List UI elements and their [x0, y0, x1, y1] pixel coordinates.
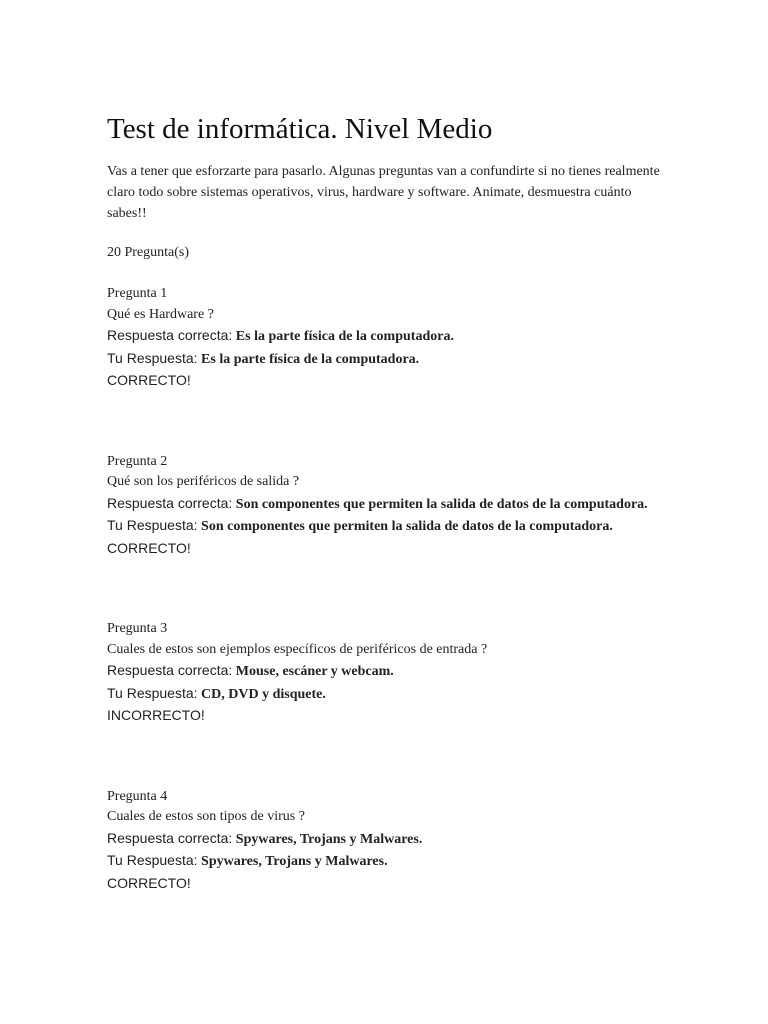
your-answer-line: [107, 683, 667, 706]
question-text: Cuales de estos son tipos de virus ?: [107, 809, 305, 824]
quiz-results: [107, 112, 667, 893]
your-answer-line: [107, 850, 667, 873]
your-answer-label: Tu Respuesta:: [107, 684, 198, 701]
question-block-1: [107, 284, 667, 391]
correct-answer-value: Es la parte física de la computadora.: [235, 329, 454, 344]
correct-answer-value: Spywares, Trojans y Malwares.: [235, 831, 423, 847]
your-answer-value: Spywares, Trojans y Malwares.: [201, 854, 388, 869]
result-text: CORRECTO!: [107, 372, 191, 388]
your-answer-label: Tu Respuesta:: [107, 517, 198, 533]
question-heading: Pregunta 1: [107, 286, 168, 301]
result-text: CORRECTO!: [107, 539, 191, 556]
your-answer-value: CD, DVD y disquete.: [201, 686, 326, 702]
your-answer-value: Es la parte física de la computadora.: [201, 351, 420, 367]
your-answer-line: [107, 348, 667, 371]
your-answer-label: Tu Respuesta:: [107, 349, 198, 366]
question-text: Qué son los periféricos de salida ?: [107, 474, 300, 489]
question-heading: Pregunta 2: [107, 453, 168, 469]
question-block-2: [107, 452, 667, 559]
page-title: Test de informática. Nivel Medio: [107, 113, 493, 145]
correct-answer-line: [107, 660, 667, 683]
your-answer-label: Tu Respuesta:: [107, 852, 198, 868]
correct-answer-label: Respuesta correcta:: [107, 662, 233, 678]
question-heading: Pregunta 4: [107, 788, 168, 804]
result-text: INCORRECTO!: [107, 707, 205, 723]
your-answer-value: Son componentes que permiten la salida de datos de la computadora.: [201, 519, 613, 534]
question-text: Cuales de estos son ejemplos específicos de periféricos de entrada ?: [107, 641, 488, 657]
correct-answer-line: [107, 325, 667, 348]
correct-answer-label: Respuesta correcta:: [107, 829, 233, 846]
your-answer-line: [107, 515, 667, 538]
result-text: CORRECTO!: [107, 874, 191, 891]
question-heading: Pregunta 3: [107, 621, 168, 636]
correct-answer-value: Mouse, escáner y webcam.: [235, 664, 394, 679]
correct-answer-line: [107, 828, 667, 851]
correct-answer-line: [107, 493, 667, 516]
correct-answer-label: Respuesta correcta:: [107, 327, 233, 343]
question-block-3: [107, 619, 667, 726]
intro-paragraph: Vas a tener que esforzarte para pasarlo. Algunas preguntas van a confundirte si no tienes realmente claro todo sobre sistemas operativos, virus, hardware y software. Animate, desmuestra cuánto sabes!!: [107, 164, 660, 221]
question-count: 20 Pregunta(s): [107, 245, 190, 260]
question-text: Qué es Hardware ?: [107, 306, 214, 322]
correct-answer-label: Respuesta correcta:: [107, 494, 233, 511]
correct-answer-value: Son componentes que permiten la salida de datos de la computadora.: [235, 496, 648, 512]
question-block-4: [107, 787, 667, 894]
